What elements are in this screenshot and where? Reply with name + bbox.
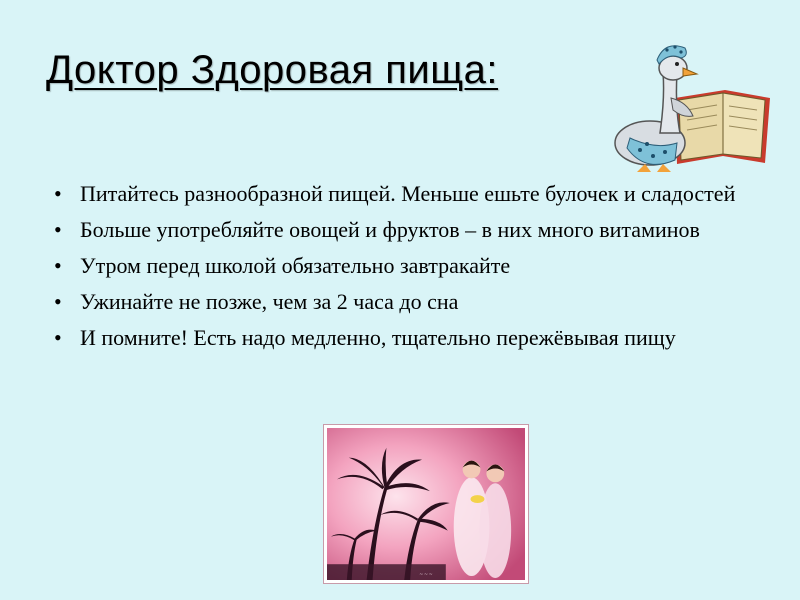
bullet-item <box>50 216 770 244</box>
svg-text:~ ~ ~: ~ ~ ~ <box>419 572 433 579</box>
bullet-list <box>50 180 770 360</box>
bullet-dot: • <box>54 289 62 314</box>
bullet-item <box>50 324 770 352</box>
bullet-dot: • <box>54 181 62 206</box>
bullet-text: И помните! Есть надо медленно, тщательно пережёвывая пищу <box>80 325 676 350</box>
bullet-text: Питайтесь разнообразной пищей. Меньше ешьте булочек и сладостей <box>80 181 736 206</box>
goose-illustration <box>605 38 775 178</box>
bullet-item <box>50 288 770 316</box>
palm-tree-couple-picture <box>327 428 525 580</box>
bullet-text: Ужинайте не позже, чем за 2 часа до сна <box>80 289 459 314</box>
bullet-text: Утром перед школой обязательно завтракайте <box>80 253 511 278</box>
bullet-dot: • <box>54 325 62 350</box>
slide-title: Доктор Здоровая пища: <box>46 48 499 92</box>
book-icon <box>675 90 770 164</box>
photo-frame <box>323 424 529 584</box>
bullet-dot: • <box>54 253 62 278</box>
bullet-item <box>50 252 770 280</box>
bullet-text: Больше употребляйте овощей и фруктов – в них много витаминов <box>80 217 700 242</box>
bullet-item <box>50 180 770 208</box>
bullet-dot: • <box>54 217 62 242</box>
